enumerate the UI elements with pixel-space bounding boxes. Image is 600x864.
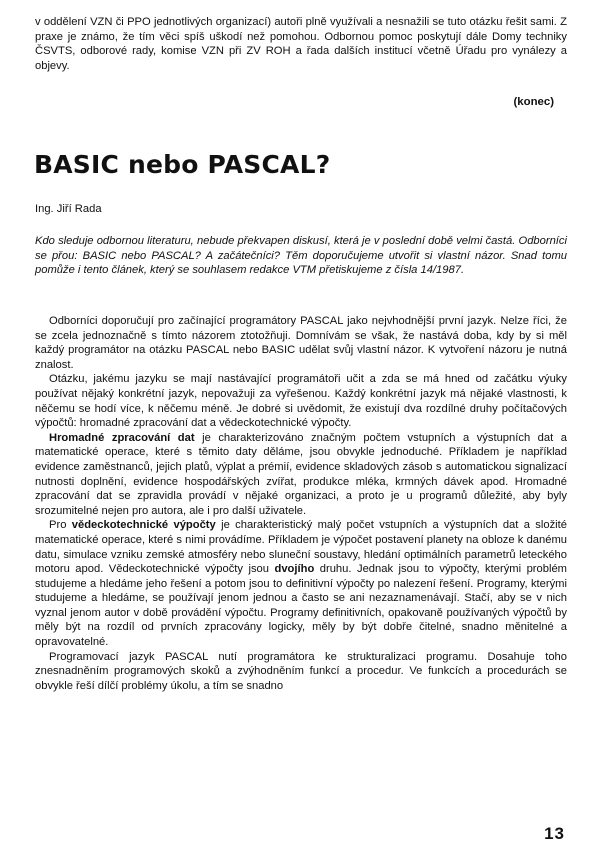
paragraph-1: Odborníci doporučují pro začínající programátory PASCAL jako nejvhodnější první jazyk. Nelze říci, že se zcela jednoznačně s tímto názorem ztotožňuji. Domnívám se však, že nastává doba, kdy by si měl každý programátor na otázku PASCAL nebo BASIC udělat svůj vlastní názor. K vytvoření názoru je nutná znalost.: [35, 315, 567, 371]
article-body: [35, 314, 567, 693]
article-title: BASIC nebo PASCAL?: [34, 150, 331, 179]
paragraph-3: [35, 431, 567, 519]
previous-article-ending: v oddělení VZN či PPO jednotlivých organizací) autoři plně využívali a nesnažili se tuto otázku řešit sami. Z praxe je známo, že tím věci spíš uškodí než pomohou. Odbornou pomoc poskytují dále Domy techniky ČSVTS, odborové rady, komise VZN při ZV ROH a řada dalších institucí včetně Úřadu pro vynálezy a objevy.: [35, 16, 567, 72]
page-number: 13: [544, 824, 565, 843]
article-lead: Kdo sleduje odbornou literaturu, nebude překvapen diskusí, která je v poslední době velmi častá. Odborníci se přou: BASIC nebo PASCAL? A začátečníci? Těm doporučujeme utvořit si vlastní názor. Snad tomu pomůže i tento článek, který se souhlasem redakce VTM přetiskujeme z čísla 14/1987.: [35, 235, 567, 277]
paragraph-5: Programovací jazyk PASCAL nutí programátora ke strukturalizaci programu. Dosahuje toho znesnadněním programových skoků a zvýhodněním funkcí a procedur. Ve funkcích a procedurách se obvykle řeší dílčí problémy úkolu, a tím se snadno: [35, 650, 567, 692]
paragraph-4-pre: Pro: [49, 519, 72, 532]
paragraph-3-text: je charakterizováno značným počtem vstupních a výstupních dat a matematické operace, které s těmito daty děláme, jsou obvykle jednoduché. Příkladem je například evidence zaměstnanců, jejich platů, výplat a prémií, evidence skladových zásob s automatickou signalizací nutnosti doplnění, evidence hospodářských zvířat, produkce mléka, krmných dávek apod. Hromadné zpracování dat se zpravidla provádí v nějaké organizaci, a proto je u programů důležité, aby byly srozumitelné nejen pro autora, ale i pro další uživatele.: [35, 431, 567, 517]
term-hromadne-zpracovani: Hromadné zpracování dat: [49, 431, 195, 444]
term-vedeckotechnicke-vypocty: vědeckotechnické výpočty: [71, 519, 216, 532]
paragraph-4: [35, 518, 567, 649]
paragraph-2: Otázku, jakému jazyku se mají nastávající programátoři učit a zda se má hned od začátku výuky používat nějaký konkrétní jazyk, nepovažuji za vyřešenou. Každý konkrétní jazyk má nějaké vlastnosti, k něčemu se hodí více, k něčemu méně. Je dobré si uvědomit, že existují dva rozdílné druhy počítačových výpočtů: hromadné zpracování dat a vědeckotechnické výpočty.: [35, 373, 567, 430]
paragraph-4-text-b: druhu. Jednak jsou to výpočty, kterými problém studujeme a hledáme jeho řešení a potom jsou to definitivní výpočty po nalezení řešení. Programy, kterými studujeme a hledáme, se používají jenom jednou a často se ani nezaznamenávají. Stačí, aby se v nich vyznal jenom autor v době provádění výpočtu. Programy definitivních, opakovaně používaných výpočtů by měly být na rozdíl od prvních zpracovány logicky, měly by být dobře čitelné, snadno měnitelné a opravovatelné.: [35, 563, 567, 649]
paragraph-4-text-a: je charakteristický malý počet vstupních a výstupních dat a složité matematické operace, které s nimi provádíme. Příkladem je výpočet postavení planety na obloze k danému datu, simulace vzniku zemské atmosféry nebo sluneční soustavy, hledání optimálních parametrů leteckého motoru apod. Vědeckotechnické výpočty jsou: [35, 519, 567, 576]
article-author: Ing. Jiří Rada: [35, 203, 102, 215]
term-dvojiho: dvojího: [274, 563, 315, 576]
end-marker: (konec): [513, 96, 554, 108]
